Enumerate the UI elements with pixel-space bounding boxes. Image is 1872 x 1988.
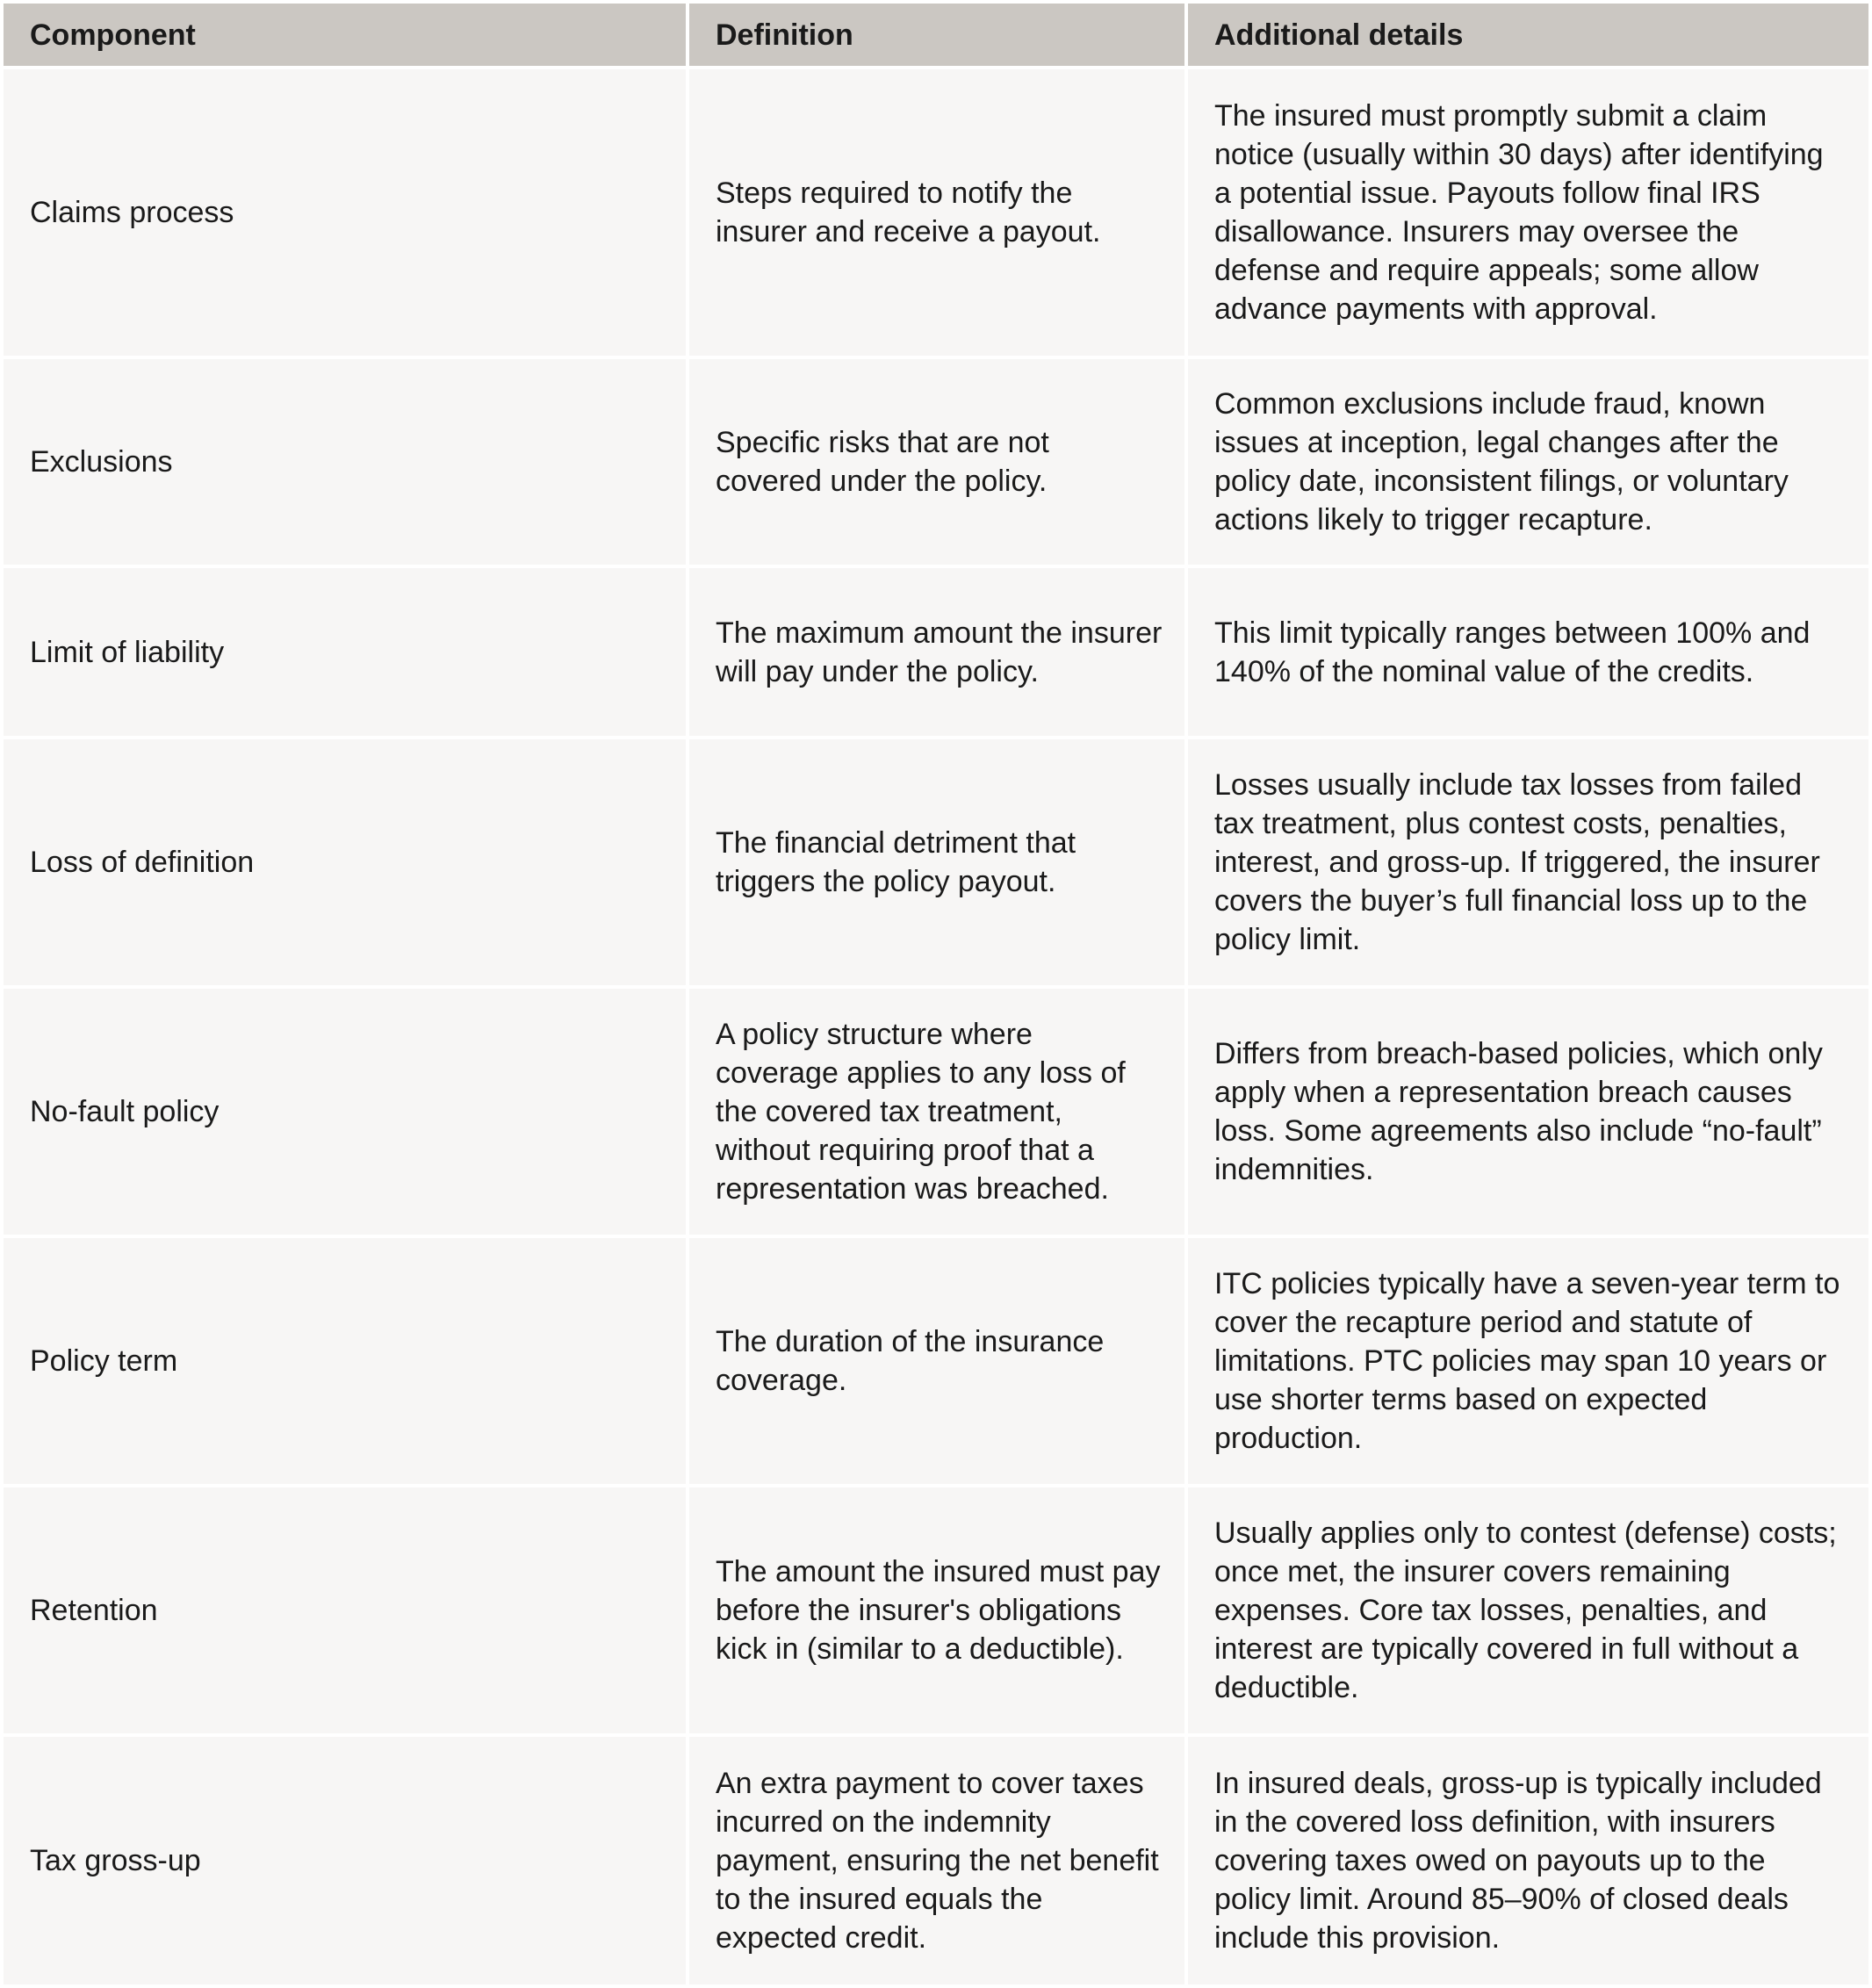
- cell-component: Retention: [4, 1487, 686, 1733]
- cell-definition: The duration of the insurance coverage.: [689, 1238, 1184, 1484]
- table-header-row: [0, 4, 1872, 66]
- cell-definition: The maximum amount the insurer will pay under the policy.: [689, 568, 1184, 736]
- header-additional-details: Additional details: [1188, 4, 1868, 66]
- cell-component: Claims process: [4, 69, 686, 356]
- table-row: [0, 568, 1872, 736]
- cell-details: Usually applies only to contest (defense) costs; once met, the insurer covers remaining expenses. Core tax losses, penalties, and interest are typically covered in full without a deductible.: [1188, 1487, 1868, 1733]
- table-row: [0, 69, 1872, 356]
- table-row: [0, 359, 1872, 565]
- table-row: [0, 1737, 1872, 1984]
- cell-component: Exclusions: [4, 359, 686, 565]
- cell-details: Losses usually include tax losses from failed tax treatment, plus contest costs, penalties, interest, and gross-up. If triggered, the insurer covers the buyer’s full financial loss up to the policy limit.: [1188, 739, 1868, 985]
- cell-details: This limit typically ranges between 100% and 140% of the nominal value of the credits.: [1188, 568, 1868, 736]
- table-row: [0, 739, 1872, 985]
- cell-definition: Specific risks that are not covered under the policy.: [689, 359, 1184, 565]
- header-component: Component: [4, 4, 686, 66]
- cell-details: ITC policies typically have a seven-year term to cover the recapture period and statute of limitations. PTC policies may span 10 years or use shorter terms based on expected production.: [1188, 1238, 1868, 1484]
- cell-component: Policy term: [4, 1238, 686, 1484]
- cell-definition: A policy structure where coverage applies to any loss of the covered tax treatment, without requiring proof that a representation was breached.: [689, 989, 1184, 1235]
- table-row: [0, 1238, 1872, 1484]
- cell-details: Differs from breach-based policies, which only apply when a representation breach causes loss. Some agreements also include “no-fault” indemnities.: [1188, 989, 1868, 1235]
- cell-details: The insured must promptly submit a claim notice (usually within 30 days) after identifying a potential issue. Payouts follow final IRS disallowance. Insurers may oversee the defense and require appeals; some allow advance payments with approval.: [1188, 69, 1868, 356]
- cell-component: No-fault policy: [4, 989, 686, 1235]
- cell-details: Common exclusions include fraud, known issues at inception, legal changes after the policy date, inconsistent filings, or voluntary actions likely to trigger recapture.: [1188, 359, 1868, 565]
- table-row: [0, 1487, 1872, 1733]
- cell-definition: The amount the insured must pay before the insurer's obligations kick in (similar to a deductible).: [689, 1487, 1184, 1733]
- cell-definition: Steps required to notify the insurer and receive a payout.: [689, 69, 1184, 356]
- cell-component: Loss of definition: [4, 739, 686, 985]
- cell-component: Tax gross-up: [4, 1737, 686, 1984]
- cell-definition: An extra payment to cover taxes incurred on the indemnity payment, ensuring the net benefit to the insured equals the expected credit.: [689, 1737, 1184, 1984]
- cell-definition: The financial detriment that triggers the policy payout.: [689, 739, 1184, 985]
- cell-details: In insured deals, gross-up is typically included in the covered loss definition, with insurers covering taxes owed on payouts up to the policy limit. Around 85–90% of closed deals include this provision.: [1188, 1737, 1868, 1984]
- header-definition: Definition: [689, 4, 1184, 66]
- cell-component: Limit of liability: [4, 568, 686, 736]
- table-row: [0, 989, 1872, 1235]
